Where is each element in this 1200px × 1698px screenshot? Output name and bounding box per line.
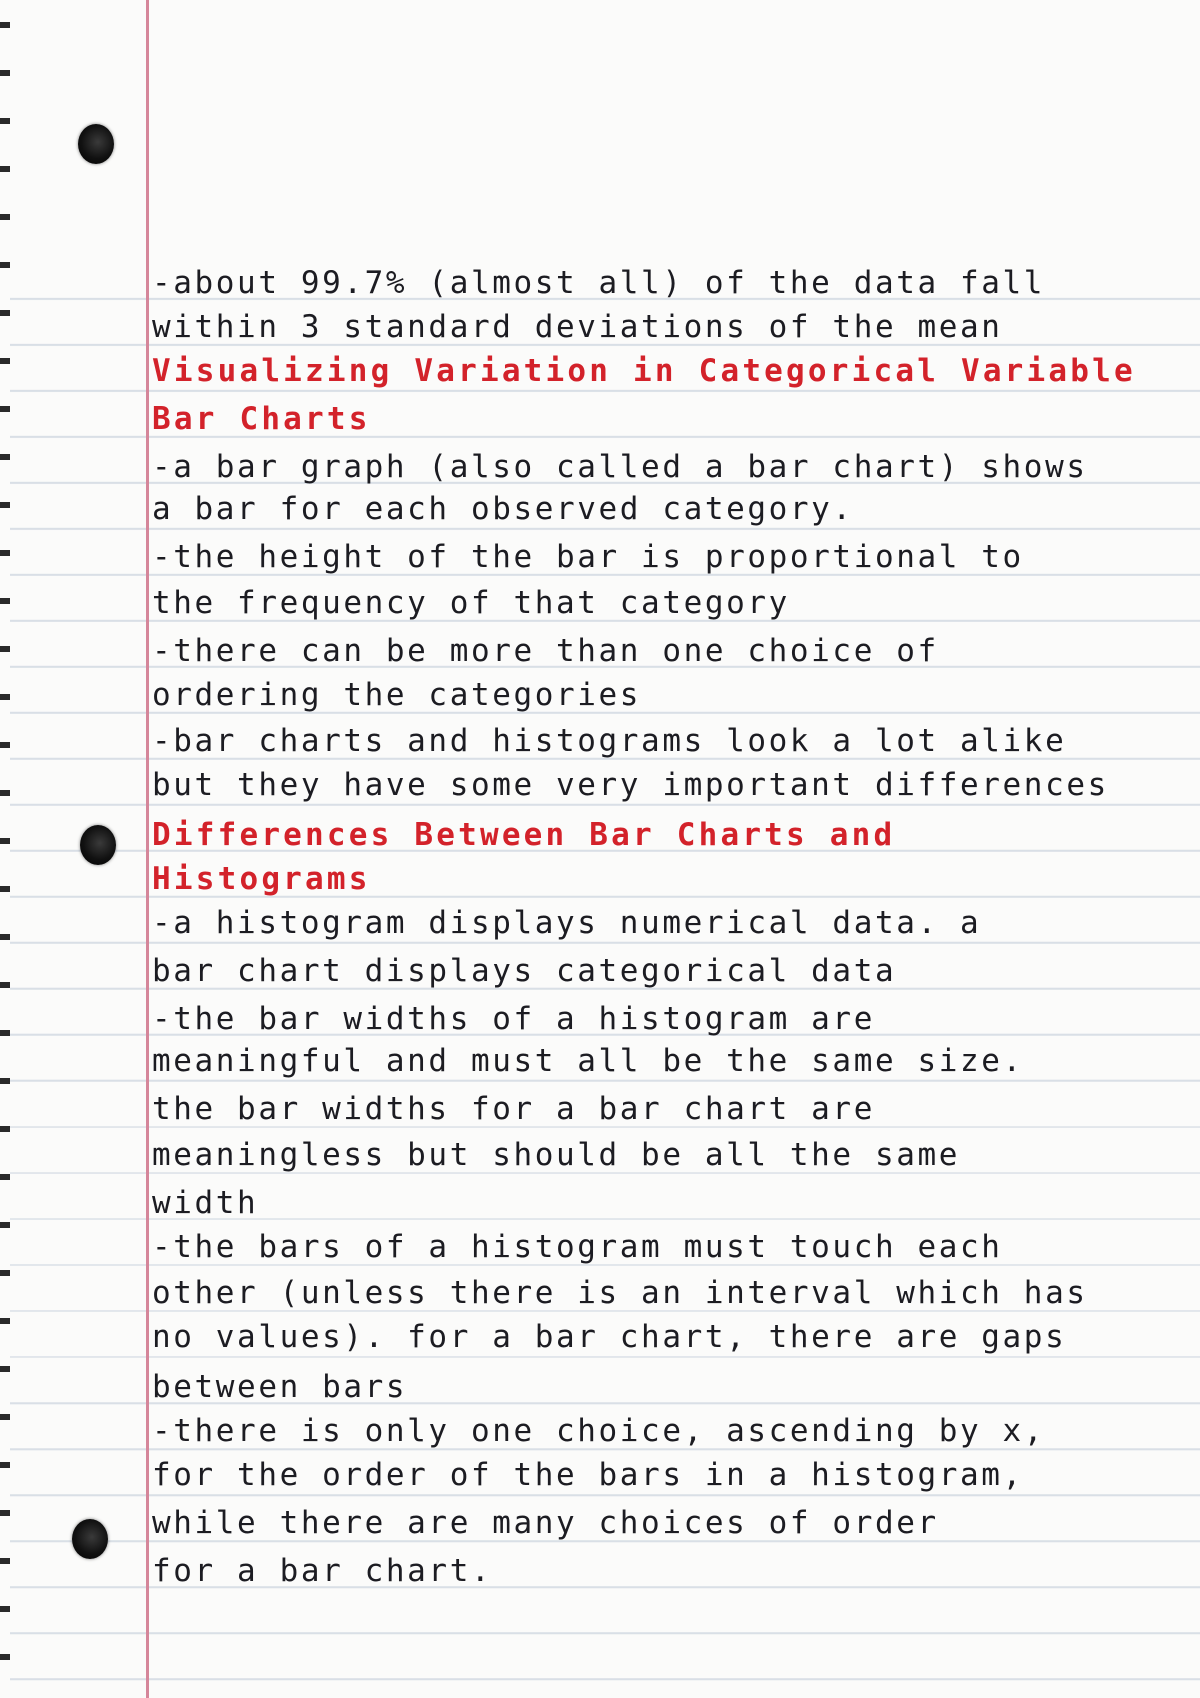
handwritten-notes: [152, 258, 1192, 1592]
note-line: -the height of the bar is proportional to: [152, 539, 1024, 575]
note-line: for a bar chart.: [152, 1553, 493, 1589]
note-line: -there is only one choice, ascending by x,: [152, 1413, 1046, 1449]
note-line: a bar for each observed category.: [152, 491, 854, 527]
note-line: -a bar graph (also called a bar chart) shows: [152, 449, 1088, 485]
note-line: -a histogram displays numerical data. a: [152, 905, 982, 941]
note-line: no values). for a bar chart, there are gaps: [152, 1319, 1067, 1355]
note-line: -the bars of a histogram must touch each: [152, 1229, 1003, 1265]
note-line: width: [152, 1185, 259, 1221]
note-line: bar chart displays categorical data: [152, 953, 897, 989]
note-line: within 3 standard deviations of the mean: [152, 309, 1003, 345]
note-heading-line: Visualizing Variation in Categorical Variable: [152, 353, 1136, 389]
note-line: meaningful and must all be the same size.: [152, 1043, 1024, 1079]
note-line: other (unless there is an interval which has: [152, 1275, 1088, 1311]
punch-hole-bottom: [72, 1519, 108, 1559]
note-line: while there are many choices of order: [152, 1505, 939, 1541]
punch-hole-middle: [80, 825, 116, 865]
note-line: for the order of the bars in a histogram,: [152, 1457, 1024, 1493]
top-margin-blank: [0, 0, 1200, 250]
note-line: but they have some very important differences: [152, 767, 1109, 803]
note-heading-line: Histograms: [152, 861, 371, 897]
note-heading-line: Bar Charts: [152, 401, 371, 437]
note-line: meaningless but should be all the same: [152, 1137, 961, 1173]
margin-rule-line: [146, 0, 149, 1698]
note-line: the bar widths for a bar chart are: [152, 1091, 875, 1127]
note-line: between bars: [152, 1369, 408, 1405]
note-heading-line: Differences Between Bar Charts and: [152, 817, 896, 853]
note-line: -about 99.7% (almost all) of the data fall: [152, 265, 1046, 301]
punch-hole-top: [78, 124, 114, 164]
note-line: the frequency of that category: [152, 585, 790, 621]
note-line: -bar charts and histograms look a lot alike: [152, 723, 1067, 759]
spiral-binding-edge: [0, 0, 10, 1698]
note-line: ordering the categories: [152, 677, 642, 713]
note-line: -the bar widths of a histogram are: [152, 1001, 875, 1037]
note-line: -there can be more than one choice of: [152, 633, 939, 669]
